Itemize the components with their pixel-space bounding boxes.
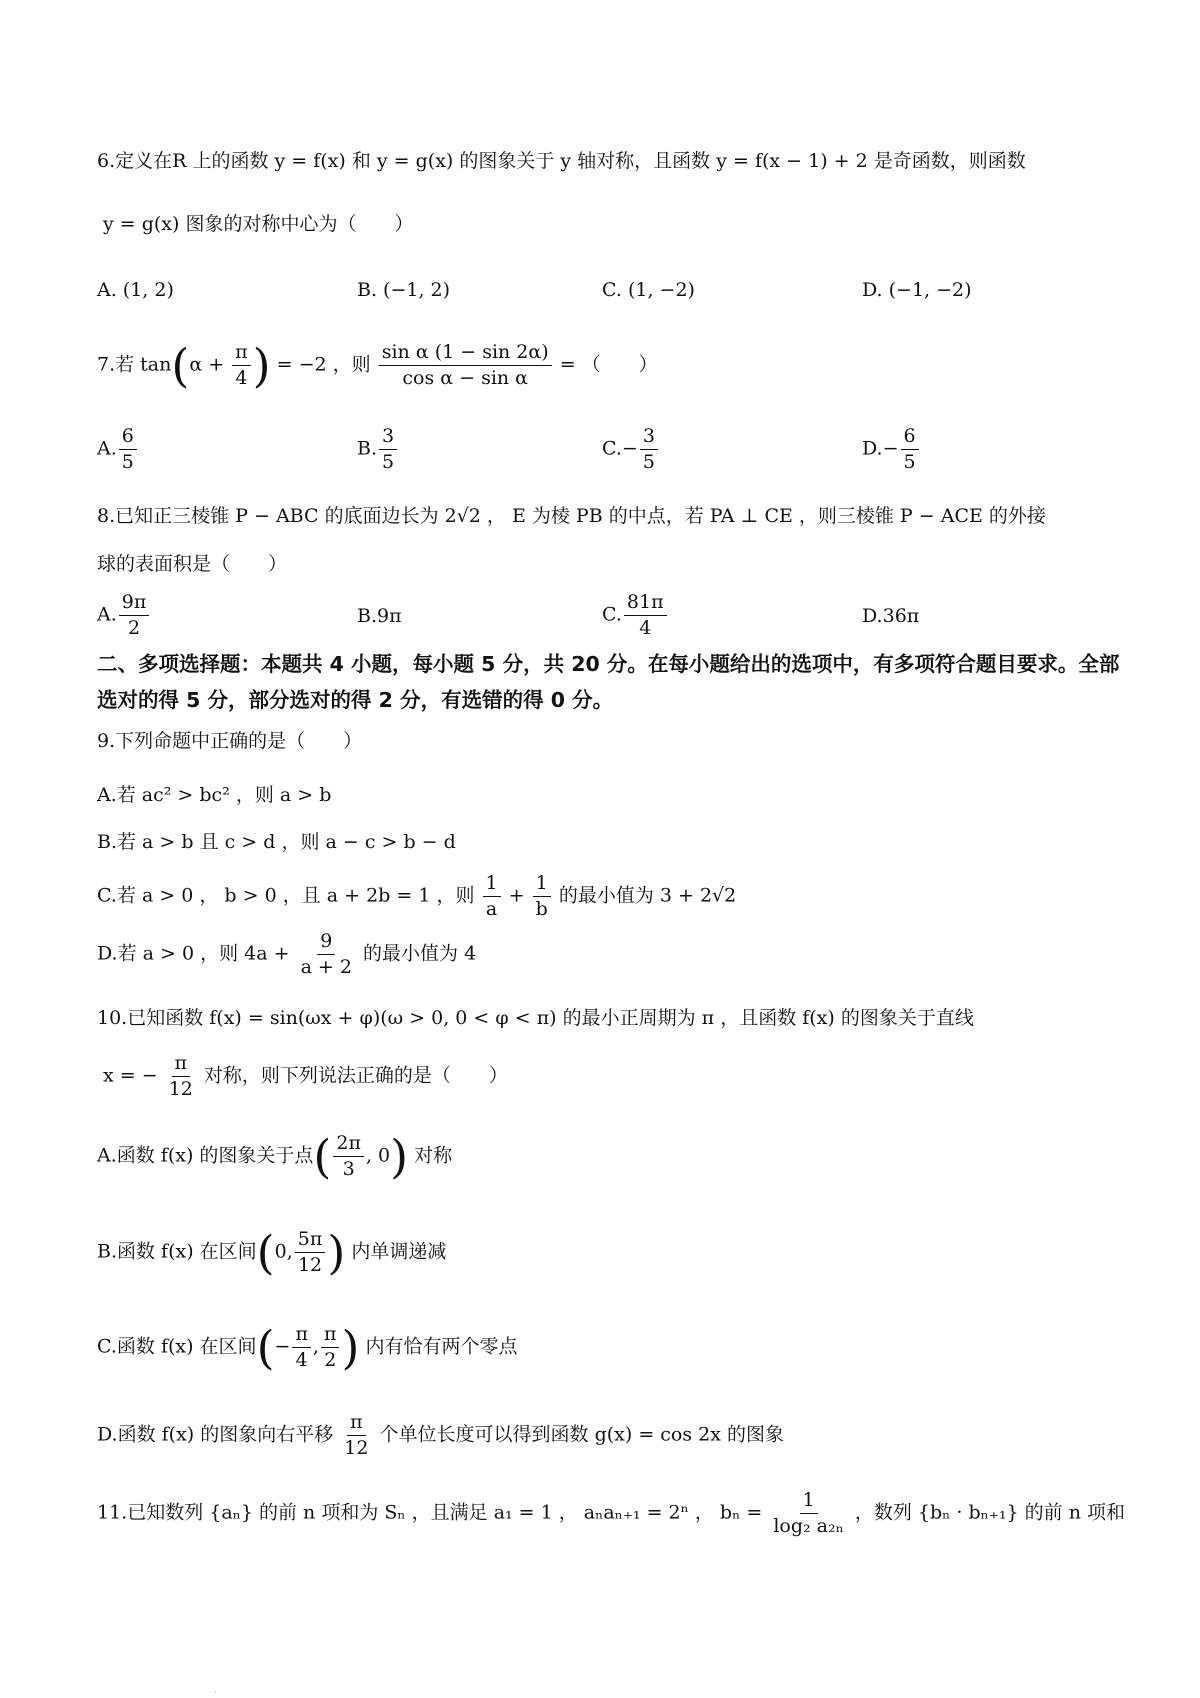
q7-equals: = −2 ，则 <box>276 353 371 376</box>
q9-stem: 9.下列命题中正确的是（ ） <box>97 730 363 752</box>
footer-dot: · <box>214 1688 217 1697</box>
q6-stem-line2: y = g(x) 图象的对称中心为（ ） <box>103 213 414 235</box>
q10-option-d: D.函数 f(x) 的图象向右平移 $\frac{\pi}{12}$ 个单位长度可以得到函数 g(x) = cos 2x 的图象 <box>97 1411 784 1459</box>
q7-option-c: C.− $\frac{3}{5}$ <box>602 426 660 473</box>
q7-main-fraction: $\frac{\text{sin α (1 − sin 2α)}}{\text{cos α − sin α}}$ <box>379 342 552 389</box>
q7-option-a: A. $\frac{6}{5}$ <box>97 426 139 473</box>
q9-option-a: A.若 ac² > bc² ，则 a > b <box>97 784 332 806</box>
q6-option-c: C. (1, −2) <box>602 279 695 301</box>
q6-option-a: A. (1, 2) <box>97 279 174 301</box>
q7-left-paren: ( <box>171 338 190 393</box>
q7-pi-over-4: $\frac{\pi}{4}$ <box>232 342 251 389</box>
q7-paren-inner: α + <box>189 353 225 376</box>
q10-stem-line1: 10.已知函数 f(x) = sin(ωx + φ)(ω > 0, 0 < φ < π) 的最小正周期为 π ，且函数 f(x) 的图象关于直线 <box>97 1007 974 1029</box>
q8-option-d: D.36π <box>862 605 920 627</box>
q8-option-c: C. $\frac{81\pi}{4}$ <box>602 592 669 639</box>
q10-stem-line2: x = − $\frac{\pi}{12}$ 对称，则下列说法正确的是（ ） <box>103 1052 508 1100</box>
q8-stem-line2: 球的表面积是（ ） <box>97 553 288 575</box>
q7-prefix: 7.若 tan <box>97 353 172 376</box>
q11-stem: 11.已知数列 {aₙ} 的前 n 项和为 Sₙ ，且满足 a₁ = 1 ， aₙaₙ₊₁ = 2ⁿ ， bₙ = $\frac{1}{\text{log₂ a₂ₙ}}$ ，数列 {bₙ · bₙ₊₁} 的前 n 项和 <box>97 1489 1125 1537</box>
q8-option-b: B.9π <box>357 605 402 627</box>
q7-stem <box>97 338 658 393</box>
q7-option-d: D.− $\frac{6}{5}$ <box>862 426 921 473</box>
q7-right-paren: ) <box>252 338 271 393</box>
q9-option-b: B.若 a > b 且 c > d ，则 a − c > b − d <box>97 831 456 853</box>
q10-option-b: B.函数 f(x) 在区间(0, $\frac{5\pi}{12}$ ) 内单调递减 <box>97 1225 447 1280</box>
q8-stem-line1: 8.已知正三棱锥 P − ABC 的底面边长为 2√2 ， E 为棱 PB 的中点，若 PA ⊥ CE ，则三棱锥 P − ACE 的外接 <box>97 505 1046 527</box>
q6-option-b: B. (−1, 2) <box>357 279 451 301</box>
q6-option-d: D. (−1, −2) <box>862 279 972 301</box>
q10-option-a: A.函数 f(x) 的图象关于点( $\frac{2\pi}{3}$ , 0) 对称 <box>97 1129 453 1184</box>
q7-tail: = （ ） <box>559 353 658 376</box>
q6-stem-line1: 6.定义在R 上的函数 y = f(x) 和 y = g(x) 的图象关于 y 轴对称，且函数 y = f(x − 1) + 2 是奇函数，则函数 <box>97 150 1026 172</box>
q7-option-b: B. $\frac{3}{5}$ <box>357 426 399 473</box>
q9-option-c: C.若 a > 0 ， b > 0 ，且 a + 2b = 1 ，则 $\frac{1}{a}$ + $\frac{1}{b}$ 的最小值为 3 + 2√2 <box>97 872 737 920</box>
section-2-heading: 二、多项选择题：本题共 4 小题，每小题 5 分，共 20 分。在每小题给出的选项中，有多项符合题目要求。全部选对的得 5 分，部分选对的得 2 分，有选错的得 0 分。 <box>97 652 1120 712</box>
q10-option-c: C.函数 f(x) 在区间(− $\frac{\pi}{4}$ , $\frac{\pi}{2}$ ) 内有恰有两个零点 <box>97 1320 518 1375</box>
q9-option-d: D.若 a > 0 ，则 4a + $\frac{9}{a + 2}$ 的最小值为 4 <box>97 930 477 978</box>
q8-option-a: A. $\frac{9\pi}{2}$ <box>97 592 151 639</box>
